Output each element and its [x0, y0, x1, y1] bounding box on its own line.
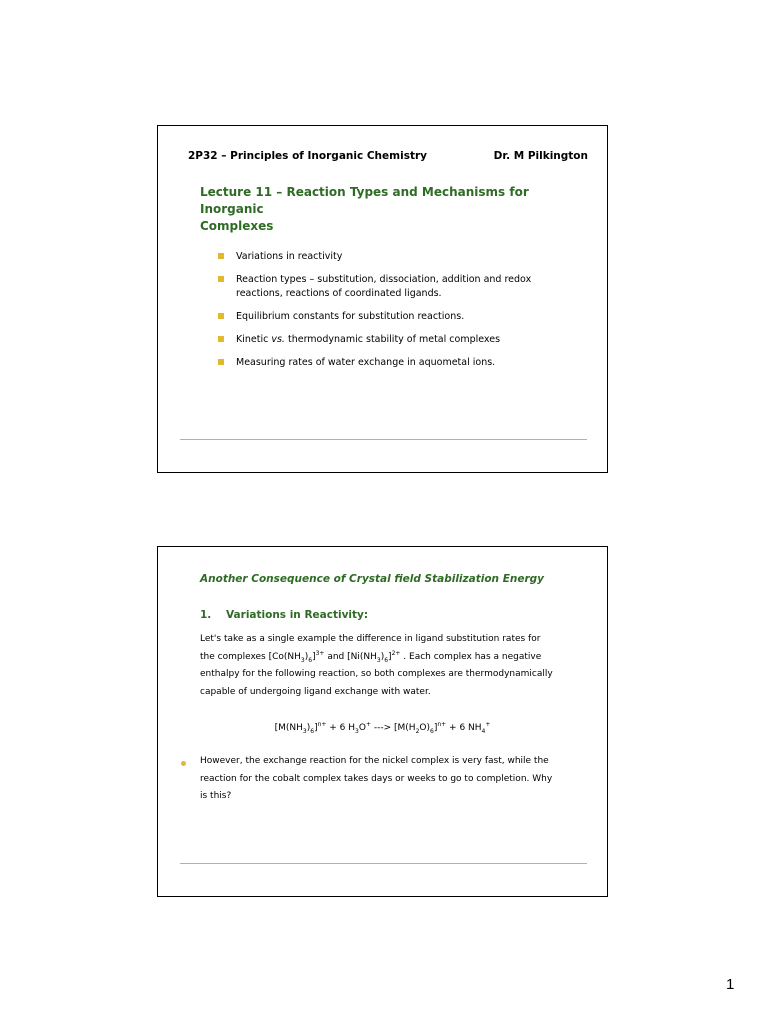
paragraph-line: capable of undergoing ligand exchange with water.: [200, 686, 431, 697]
list-item: [218, 310, 558, 324]
list-item: [218, 250, 558, 264]
body-paragraph: [200, 631, 580, 701]
slide-2: [157, 546, 608, 897]
footer-divider: [180, 439, 587, 440]
list-item-text: Equilibrium constants for substitution reactions.: [236, 311, 465, 322]
reaction-equation: $[M(NH_3)_6]^{n+} + 6$ $H_3O^+$ ---> $[M(H_2O)_6]^{n+} + 6$ $NH_4^+$: [274, 721, 491, 735]
slide-title: Another Consequence of Crystal field Stabilization Energy: [200, 573, 544, 585]
paragraph-line: enthalpy for the following reaction, so both complexes are thermodynamically: [200, 669, 553, 679]
list-item-text: Kinetic: [236, 334, 269, 345]
list-item: [218, 356, 558, 370]
lecture-title-line-1: Lecture 11 – Reaction Types and Mechanisms for Inorganic: [200, 185, 529, 216]
page-number: 1: [726, 976, 735, 993]
list-item: [218, 333, 558, 347]
square-bullet-icon: [218, 336, 224, 342]
paragraph-line: However, the exchange reaction for the nickel complex is very fast, while the: [200, 756, 549, 766]
bullet-paragraph: [200, 753, 580, 806]
square-bullet-icon: [218, 313, 224, 319]
square-bullet-icon: [218, 359, 224, 365]
footer-divider: [180, 863, 587, 864]
square-bullet-icon: [218, 276, 224, 282]
paragraph-line: Let's take as a single example the difference in ligand substitution rates for: [200, 634, 541, 644]
section-title: Variations in Reactivity:: [226, 609, 369, 621]
list-item-italic: vs.: [271, 334, 285, 345]
lecture-title-line-2: Complexes: [200, 219, 274, 233]
paragraph-line: reaction for the cobalt complex takes days or weeks to go to completion. Why: [200, 773, 553, 784]
square-bullet-icon: [218, 253, 224, 259]
list-item-text-rest: thermodynamic stability of metal complexes: [284, 334, 501, 345]
slide-1: [157, 125, 608, 473]
paragraph-line: the complexes $[Co(NH_3)_6]^{3+}$ and $[Ni(NH_3)_6]^{2+}$ . Each complex has a negative: [200, 649, 542, 664]
paragraph-line: is this?: [200, 791, 232, 801]
lecture-title: [200, 184, 580, 235]
author-name: Dr. M Pilkington: [493, 150, 588, 162]
list-item-text: Measuring rates of water exchange in aquometal ions.: [236, 357, 496, 368]
round-bullet-icon: [181, 761, 186, 766]
list-item-text: Variations in reactivity: [236, 251, 343, 262]
list-item-text: Reaction types – substitution, dissociation, addition and redox reactions, reactions of coordinated ligands.: [236, 274, 532, 299]
slide-header: [188, 150, 588, 162]
course-title: 2P32 – Principles of Inorganic Chemistry: [188, 150, 427, 162]
section-number: 1.: [200, 609, 212, 621]
section-heading: [200, 609, 368, 621]
list-item: [218, 273, 558, 301]
topic-list: [218, 250, 558, 379]
